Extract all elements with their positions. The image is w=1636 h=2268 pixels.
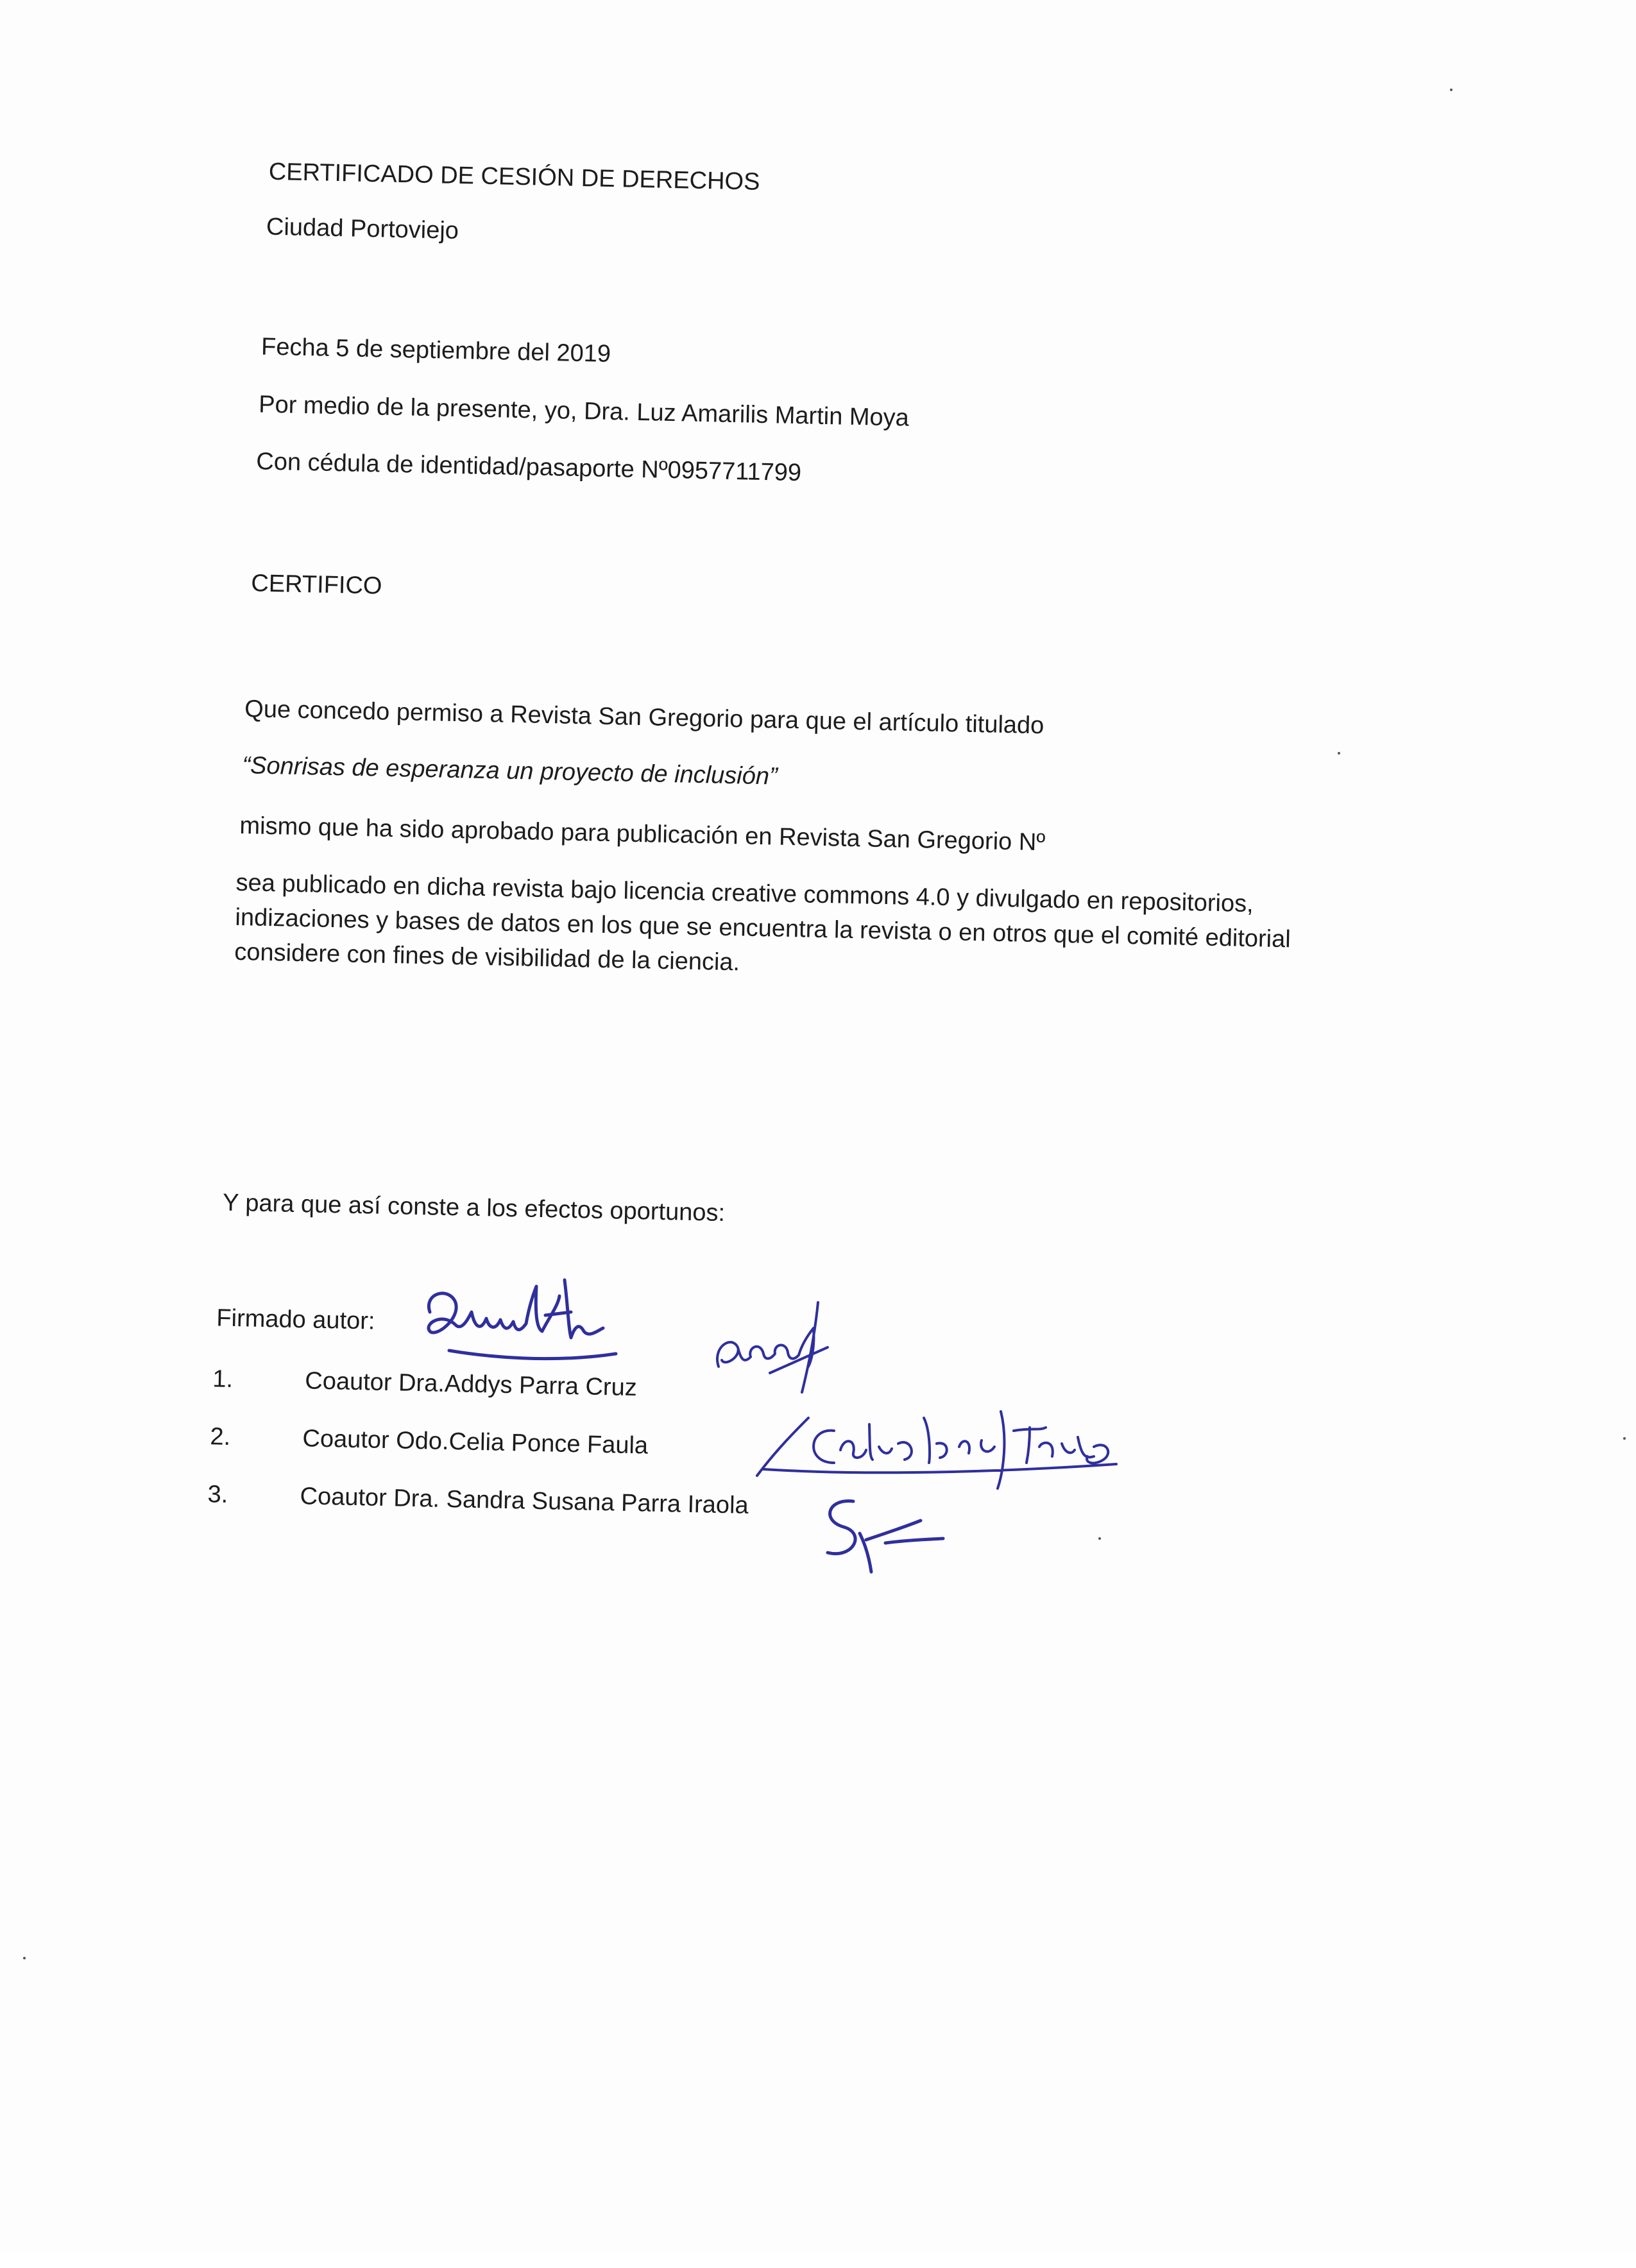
certify-heading: CERTIFICO — [250, 570, 382, 600]
date-line: Fecha 5 de septiembre del 2019 — [260, 333, 611, 368]
coauthor-3-signature — [808, 1488, 956, 1585]
coauthor-2-number: 2. — [210, 1423, 231, 1451]
permission-line: Que concedo permiso a Revista San Gregorio para que el artículo titulado — [244, 695, 1044, 740]
approved-line: mismo que ha sido aprobado para publicación en Revista San Gregorio Nº — [239, 812, 1046, 857]
scan-speck — [1338, 752, 1340, 755]
coauthor-1-number: 1. — [212, 1365, 234, 1393]
city-line: Ciudad Portoviejo — [266, 213, 459, 244]
coauthor-2-name: Coautor Odo.Celia Ponce Faula — [302, 1425, 649, 1460]
certificate-heading: CERTIFICADO DE CESIÓN DE DERECHOS — [268, 158, 760, 196]
scan-speck — [1623, 1437, 1626, 1440]
coauthor-3-number: 3. — [207, 1481, 228, 1508]
coauthor-1-name: Coautor Dra.Addys Parra Cruz — [304, 1367, 638, 1402]
coauthor-2-signature — [738, 1392, 1123, 1501]
scan-speck — [1098, 1537, 1101, 1540]
scan-speck — [1450, 89, 1453, 91]
scan-speck — [23, 1957, 26, 1959]
closing-line: Y para que así conste a los efectos oportunos: — [222, 1189, 726, 1227]
coauthor-3-name: Coautor Dra. Sandra Susana Parra Iraola — [300, 1483, 749, 1519]
article-title: “Sonrisas de esperanza un proyecto de inclusión” — [242, 752, 778, 790]
author-signature — [411, 1267, 622, 1376]
signed-author-label: Firmado autor: — [216, 1304, 375, 1335]
id-line: Con cédula de identidad/pasaporte Nº0957711799 — [255, 448, 802, 487]
intro-line: Por medio de la presente, yo, Dra. Luz Amarilis Martin Moya — [258, 391, 910, 432]
license-paragraph: sea publicado en dicha revista bajo licencia creative commons 4.0 y divulgado en repositorios, indizaciones y bases de datos en los que se encuentra la revista o en otros que el comité editorial considere con fines de visibilidad de la ciencia. — [234, 869, 1291, 976]
